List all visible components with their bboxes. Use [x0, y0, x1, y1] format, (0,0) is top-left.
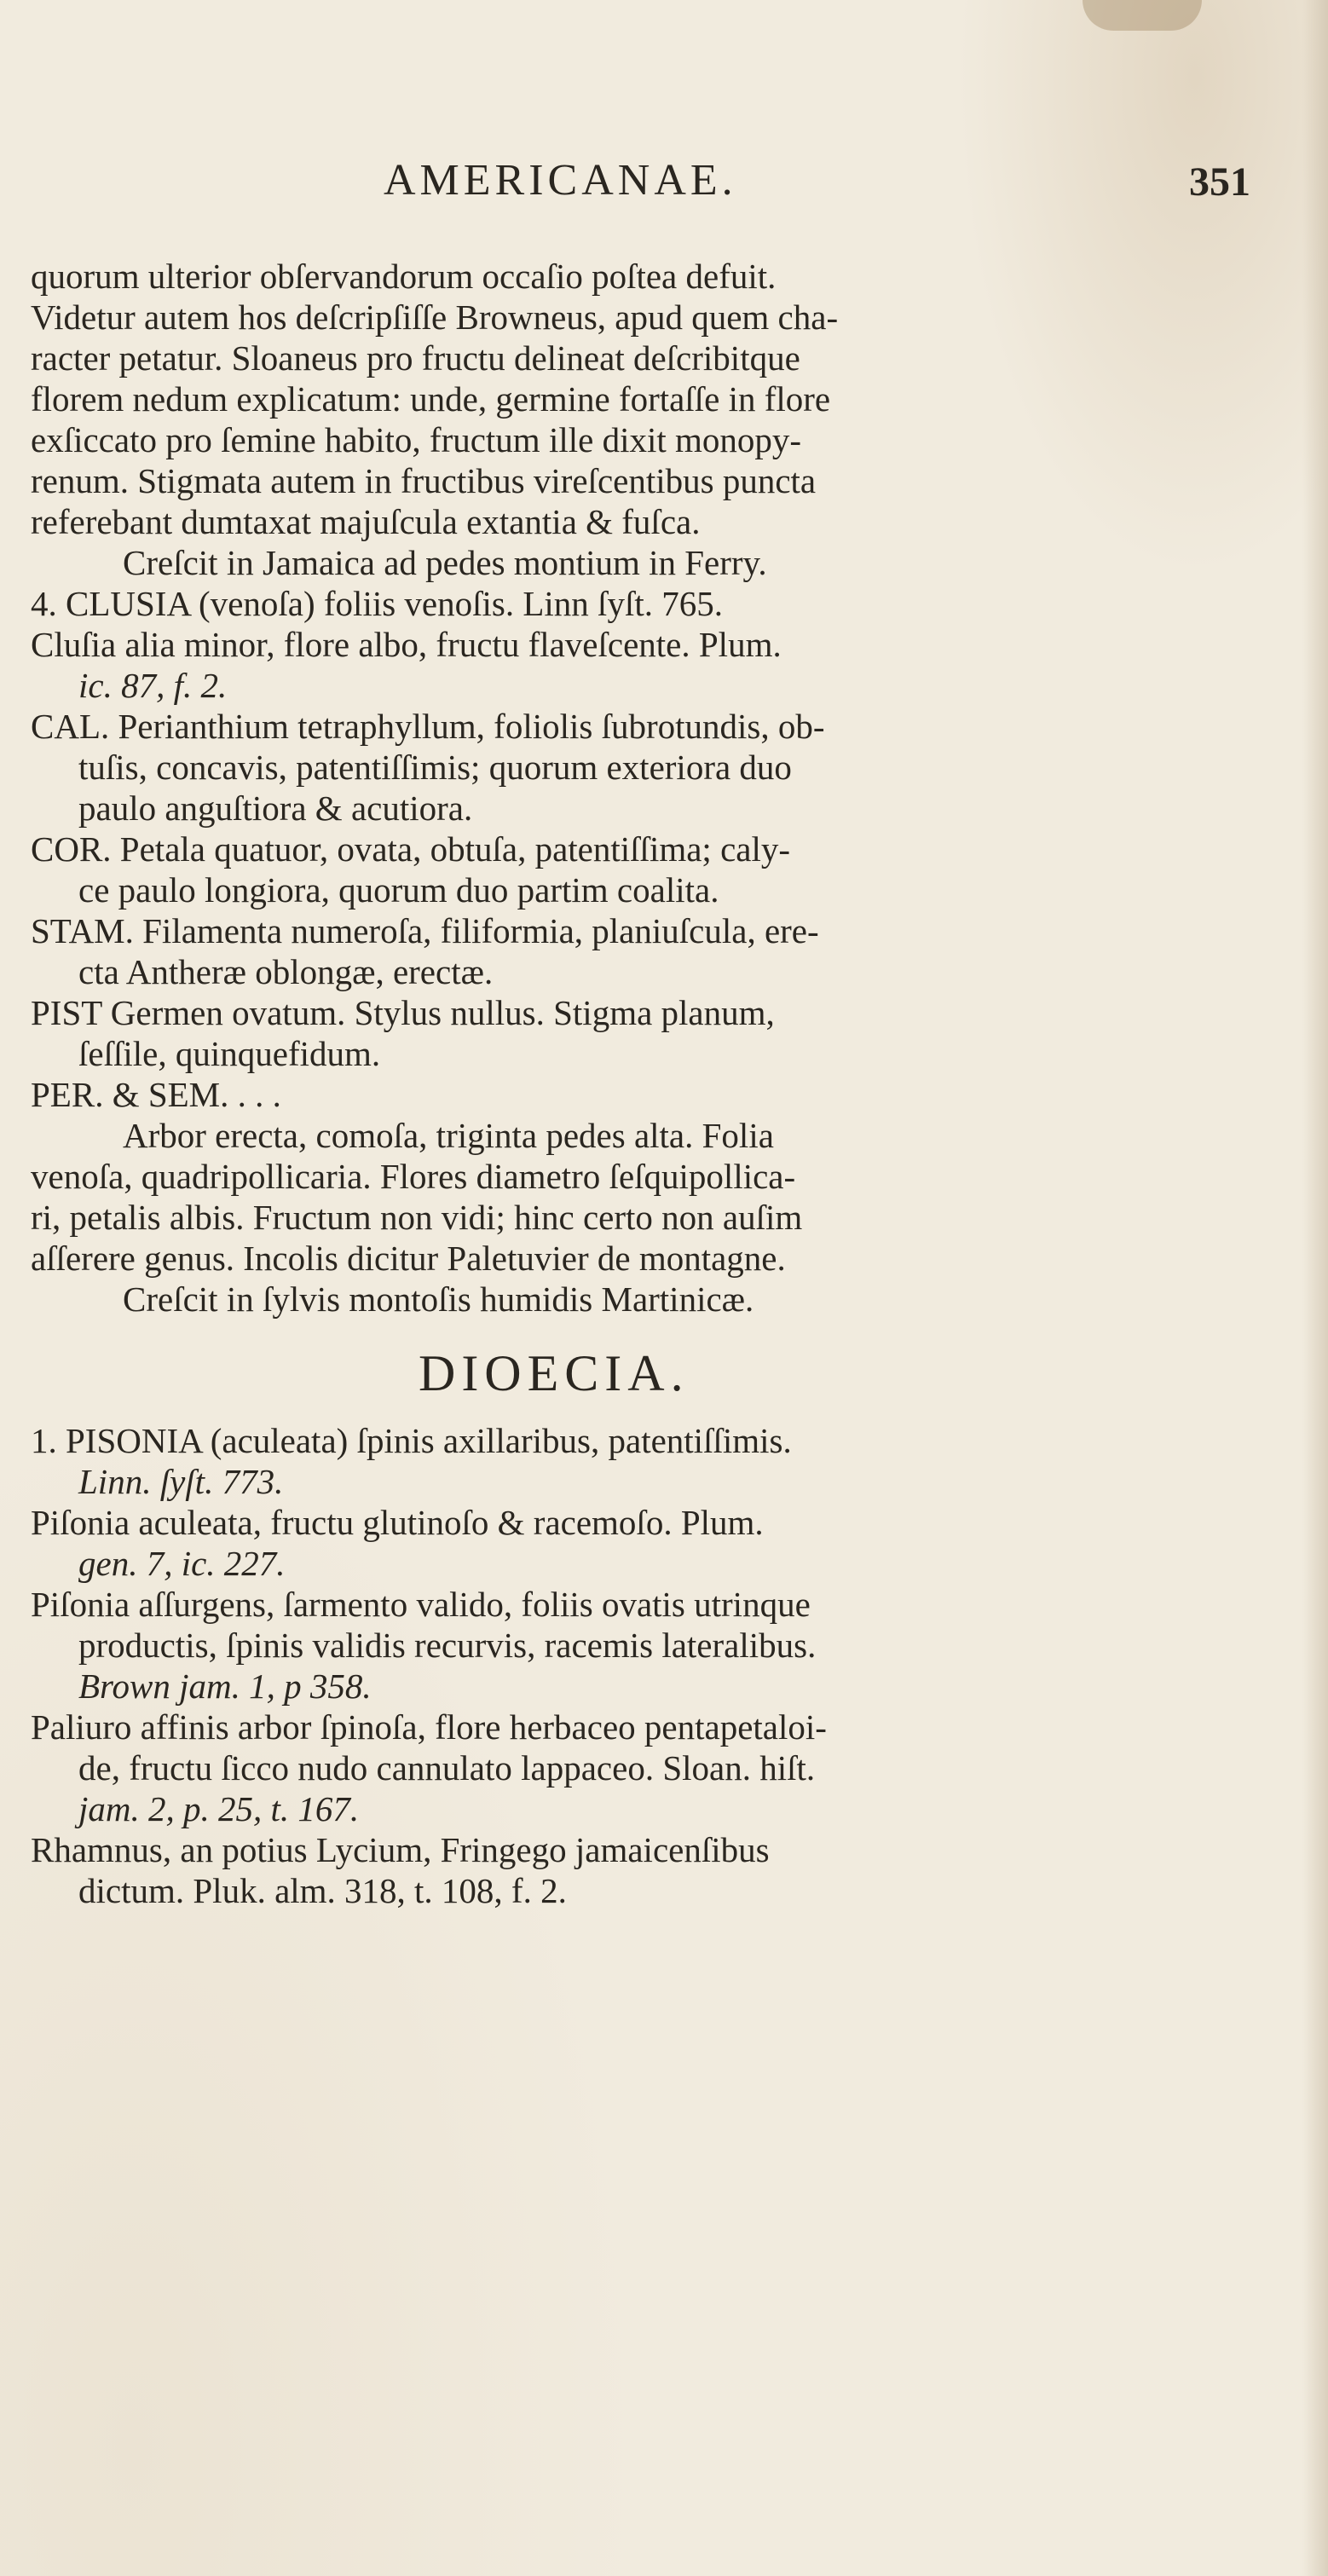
- text-line: Creſcit in ſylvis montoſis humidis Martinicæ.: [123, 1279, 754, 1319]
- stamen-description: STAM. Filamenta numeroſa, filiformia, planiuſcula, ere-: [31, 911, 819, 950]
- text-line: paulo anguſtiora & acutiora.: [78, 788, 473, 828]
- pericarp-seed-line: PER. & SEM. . . .: [31, 1075, 281, 1114]
- text-line: racter petatur. Sloaneus pro fructu delineat deſcribitque: [31, 338, 800, 378]
- pistil-description: PIST Germen ovatum. Stylus nullus. Stigma planum,: [31, 993, 775, 1032]
- body-text: [31, 256, 1258, 1911]
- corolla-description: COR. Petala quatuor, ovata, obtuſa, patentiſſima; caly-: [31, 829, 791, 869]
- page-header: [0, 155, 1328, 223]
- species-entry-pisonia: 1. PISONIA (aculeata) ſpinis axillaribus, patentiſſimis.: [31, 1421, 792, 1460]
- text-line: cta Antheræ oblongæ, erectæ.: [78, 952, 494, 991]
- text-line: productis, ſpinis validis recurvis, racemis lateralibus.: [78, 1626, 817, 1665]
- text-line: renum. Stigmata autem in fructibus vireſcentibus puncta: [31, 461, 817, 500]
- text-line: referebant dumtaxat majuſcula extantia & fuſca.: [31, 502, 701, 541]
- reference-line: gen. 7, ic. 227.: [78, 1544, 286, 1583]
- synonym-line: Paliuro affinis arbor ſpinoſa, flore herbaceo pentapetaloi-: [31, 1707, 827, 1747]
- text-line: ce paulo longiora, quorum duo partim coalita.: [78, 870, 719, 910]
- reference-line: Linn. ſyſt. 773.: [78, 1462, 284, 1501]
- text-line: dictum. Pluk. alm. 318, t. 108, f. 2.: [78, 1871, 567, 1910]
- text-line: Arbor erecta, comoſa, triginta pedes alta. Folia: [123, 1116, 774, 1155]
- text-line: de, fructu ſicco nudo cannulato lappaceo. Sloan. hiſt.: [78, 1748, 816, 1788]
- text-line: Creſcit in Jamaica ad pedes montium in Ferry.: [123, 543, 767, 582]
- page-edge-shadow: [1302, 0, 1328, 2576]
- paper-stain: [1083, 0, 1202, 31]
- text-line: florem nedum explicatum: unde, germine fortaſſe in flore: [31, 379, 831, 419]
- text-line: Videtur autem hos deſcripſiſſe Browneus, apud quem cha-: [31, 297, 839, 337]
- text-line: ſeſſile, quinquefidum.: [78, 1034, 381, 1073]
- synonym-line: Rhamnus, an potius Lycium, Fringego jamaicenſibus: [31, 1830, 770, 1869]
- page-number: 351: [1189, 159, 1250, 205]
- synonym-line: Piſonia aſſurgens, ſarmento valido, foliis ovatis utrinque: [31, 1585, 811, 1624]
- species-entry-clusia: 4. CLUSIA (venoſa) foliis venoſis. Linn ſyſt. 765.: [31, 584, 723, 623]
- reference-line: Brown jam. 1, p 358.: [78, 1666, 372, 1706]
- text-line: quorum ulterior obſervandorum occaſio poſtea defuit.: [31, 257, 777, 296]
- text-line: venoſa, quadripollicaria. Flores diametro ſeſquipollica-: [31, 1157, 796, 1196]
- text-line: exſiccato pro ſemine habito, fructum ille dixit monopy-: [31, 420, 802, 459]
- reference-line: jam. 2, p. 25, t. 167.: [78, 1789, 360, 1828]
- synonym-line: Piſonia aculeata, fructu glutinoſo & racemoſo. Plum.: [31, 1503, 764, 1542]
- text-line: ri, petalis albis. Fructum non vidi; hinc certo non auſim: [31, 1198, 803, 1237]
- synonym-line: Cluſia alia minor, flore albo, fructu flaveſcente. Plum.: [31, 625, 782, 664]
- running-title: AMERICANAE.: [384, 156, 737, 205]
- text-line: tuſis, concavis, patentiſſimis; quorum exteriora duo: [78, 748, 792, 787]
- section-heading: DIOECIA.: [419, 1345, 690, 1401]
- reference-line: ic. 87, f. 2.: [78, 666, 228, 705]
- text-line: aſſerere genus. Incolis dicitur Paletuvier de montagne.: [31, 1239, 786, 1278]
- calyx-description: CAL. Perianthium tetraphyllum, foliolis ſubrotundis, ob-: [31, 707, 825, 746]
